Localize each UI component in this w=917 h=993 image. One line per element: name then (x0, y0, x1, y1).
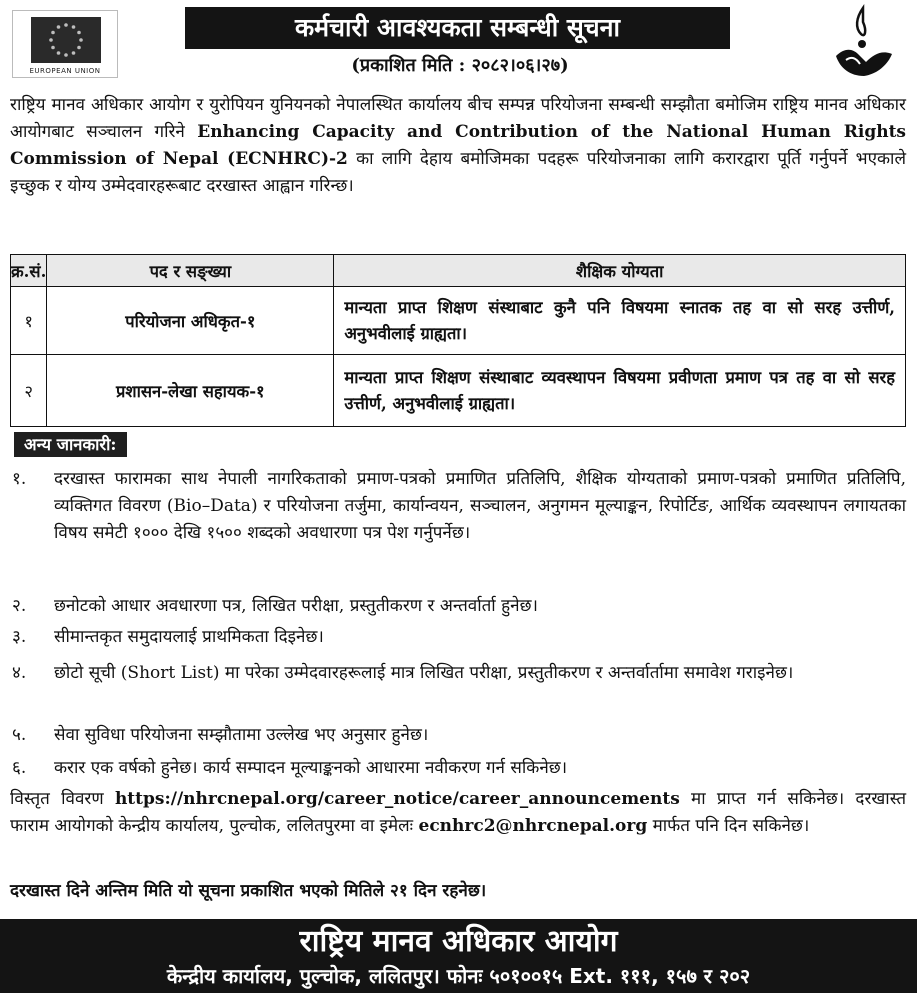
footer-org-name: राष्ट्रिय मानव अधिकार आयोग (299, 924, 618, 959)
row-post: परियोजना अधिकृत-१ (47, 287, 334, 355)
list-item-text: दरखास्त फारामका साथ नेपाली नागरिकताको प्रमाण-पत्रको प्रमाणित प्रतिलिपि, शैक्षिक योग्यताको प्रमाण-पत्रको प्रमाणित प्रतिलिपि, व्यक्तिगत विवरण (Bio–Data) र परियोजना तर्जुमा, कार्यान्वयन, सञ्चालन, अनुगमन मूल्याङ्कन, रिपोर्टिङ, आर्थिक व्यवस्थापन लगायतका विषय समेटी १००० देखि १५०० शब्दको अवधारणा पत्र पेश गर्नुपर्नेछ। (54, 469, 906, 543)
list-item (10, 722, 906, 749)
details-mid: मा प्राप्त गर्न सकिनेछ। दरखास्त फाराम आयोगको केन्द्रीय कार्यालय, पुल्चोक, ललितपुरमा वा इमेलः (10, 789, 907, 836)
notice-title: कर्मचारी आवश्यकता सम्बन्धी सूचना (185, 7, 730, 49)
row-qualification: मान्यता प्राप्त शिक्षण संस्थाबाट व्यवस्थापन विषयमा प्रवीणता प्रमाण पत्र तह वा सो सरह उत्तीर्ण, अनुभवीलाई ग्राह्यता। (334, 355, 906, 427)
list-item (10, 593, 906, 620)
intro-paragraph (10, 92, 906, 200)
row-sn: १ (11, 287, 47, 355)
row-post: प्रशासन-लेखा सहायक-१ (47, 355, 334, 427)
footer-banner (0, 919, 917, 993)
intro-part2: का लागि देहाय बमोजिमका पदहरू परियोजनाका लागि करारद्वारा पूर्ति गर्नुपर्ने भएकाले इच्छुक र योग्य उम्मेदवारहरूबाट दरखास्त आह्वान गरिन्छ। (10, 149, 906, 196)
other-info-title: अन्य जानकारी: (14, 432, 127, 457)
deadline-text: दरखास्त दिने अन्तिम मिति यो सूचना प्रकाशित भएको मितिले २१ दिन रहनेछ। (10, 881, 487, 901)
header-qualification: शैक्षिक योग्यता (334, 255, 906, 287)
publish-date: (प्रकाशित मिति : २०८२।०६।२७) (351, 55, 569, 76)
eu-logo-caption: EUROPEAN UNION (29, 67, 101, 75)
table-header-row (11, 255, 906, 287)
row-sn: २ (11, 355, 47, 427)
details-paragraph (10, 786, 906, 840)
project-name: Enhancing Capacity and Contribution of the National Human Rights Commission of Nepal (ECNHRC)-2 (10, 122, 906, 169)
list-item-number: ६. (12, 758, 27, 778)
eu-logo (12, 10, 118, 78)
list-item-number: १. (12, 469, 27, 489)
details-prefix: विस्तृत विवरण (10, 789, 104, 809)
header-sn: क्र.सं. (11, 255, 47, 287)
row-qualification: मान्यता प्राप्त शिक्षण संस्थाबाट कुनै पनि विषयमा स्नातक तह वा सो सरह उत्तीर्ण, अनुभवीलाई ग्राह्यता। (334, 287, 906, 355)
list-item-text: छनोटको आधार अवधारणा पत्र, लिखित परीक्षा, प्रस्तुतीकरण र अन्तर्वार्ता हुनेछ। (54, 596, 538, 616)
vacancy-table (10, 254, 906, 427)
list-item (10, 466, 906, 574)
eu-flag-icon (31, 17, 101, 63)
list-item-number: ३. (12, 627, 27, 647)
footer-address: केन्द्रीय कार्यालय, पुल्चोक, ललितपुर। फोनः ५०१००१५ Ext. १११, १५७ र २०२ (166, 964, 751, 988)
list-item-number: २. (12, 596, 27, 616)
list-item-text: सेवा सुविधा परियोजना सम्झौतामा उल्लेख भए अनुसार हुनेछ। (54, 725, 429, 745)
list-item-text: करार एक वर्षको हुनेछ। कार्य सम्पादन मूल्याङ्कनको आधारमा नवीकरण गर्न सकिनेछ। (54, 758, 568, 778)
list-item (10, 755, 906, 782)
list-item (10, 624, 906, 651)
details-url-link[interactable]: https://nhrcnepal.org/career_notice/career_announcements (114, 789, 680, 809)
table-row (11, 287, 906, 355)
intro-part1: राष्ट्रिय मानव अधिकार आयोग र युरोपियन युनियनको नेपालस्थित कार्यालय बीच सम्पन्न परियोजना सम्बन्धी सम्झौता बमोजिम राष्ट्रिय मानव अधिकार आयोगबाट सञ्चालन गरिने (10, 95, 906, 142)
list-item-text: छोटो सूची (Short List) मा परेका उम्मेदवारहरूलाई मात्र लिखित परीक्षा, प्रस्तुतीकरण र अन्तर्वार्तामा समावेश गराइनेछ। (54, 663, 794, 683)
list-item (10, 660, 906, 714)
table-row (11, 355, 906, 427)
header-post: पद र सङ्ख्या (47, 255, 334, 287)
details-suffix: मार्फत पनि दिन सकिनेछ। (652, 816, 810, 836)
list-item-number: ५. (12, 725, 27, 745)
list-item-number: ४. (12, 663, 27, 683)
details-email-link[interactable]: ecnhrc2@nhrcnepal.org (418, 816, 648, 836)
nhrc-logo-icon (826, 4, 900, 82)
list-item-text: सीमान्तकृत समुदायलाई प्राथमिकता दिइनेछ। (54, 627, 324, 647)
